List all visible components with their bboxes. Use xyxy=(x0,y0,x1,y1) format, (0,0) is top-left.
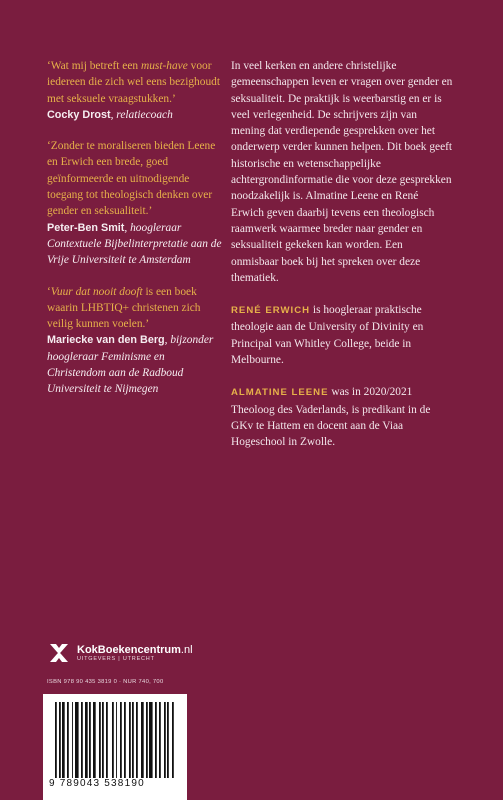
quote-author xyxy=(47,220,225,269)
author-name: Mariecke van den Berg xyxy=(47,334,165,347)
author-bio-erwich xyxy=(231,302,453,368)
quote-text xyxy=(47,58,225,107)
barcode-bar xyxy=(67,702,69,778)
bio-text: was in 2020/2021 Theoloog des Vaderlands, is predikant in de GKv te Hattem en docent aan de Viaa Hogeschool in Zwolle. xyxy=(231,386,431,449)
barcode-bar xyxy=(89,702,91,778)
barcode-bar xyxy=(55,702,57,778)
quote-part: ‘ xyxy=(47,285,51,298)
barcode-bar xyxy=(132,702,134,778)
author-name: Peter-Ben Smit xyxy=(47,221,125,234)
quote-part: voor iedereen die zich wel eens bezighoudt met seksuele vraagstukken.’ xyxy=(47,60,220,105)
publisher-name-main: KokBoekencentrum xyxy=(77,644,181,656)
author-role: , relatiecoach xyxy=(110,108,173,121)
publisher-name xyxy=(77,644,193,656)
author-name-caps: ALMATINE LEENE xyxy=(231,387,329,399)
barcode-bar xyxy=(159,702,161,778)
barcode-bar xyxy=(155,702,157,778)
quote-text xyxy=(47,284,225,333)
quote-author xyxy=(47,332,225,397)
publisher-subtitle: UITGEVERS | UTRECHT xyxy=(77,656,155,662)
barcode-bar xyxy=(72,702,73,778)
barcode-bar xyxy=(136,702,138,778)
barcode-bar xyxy=(116,702,117,778)
publisher-emblem-icon xyxy=(47,641,71,665)
endorsement-1 xyxy=(47,58,225,123)
barcode-bar xyxy=(167,702,169,778)
author-bio-leene xyxy=(231,384,453,450)
barcode-bar xyxy=(141,702,144,778)
publisher-text xyxy=(77,644,193,662)
quote-part: is een boek waarin LHBTIQ+ christenen zich veilig kunnen voelen.’ xyxy=(47,285,201,331)
barcode-bar xyxy=(146,702,148,778)
barcode-bars xyxy=(55,702,175,778)
author-name: Cocky Drost xyxy=(47,108,111,121)
description-column xyxy=(231,58,453,467)
barcode-bar xyxy=(59,702,61,778)
quote-emphasis: must-have xyxy=(140,60,188,72)
book-description: In veel kerken en andere christelijke gemeenschappen leven er vragen over gender en seksualiteit. De praktijk is weerbarstig en er is veel verlegenheid. De schrijvers zijn van mening dat verdiepende gesprekken over het onderwerp verder kunnen helpen. Dit boek geeft historische en wetenschappelijke achtergrondinformatie die voor deze gesprekken noodzakelijk is. Almatine Leene en René Erwich geven daarbij tevens een theologisch raamwerk waarmee breder naar gender en seksualiteit gekeken kan worden. Een onmisbaar boek bij het spreken over deze thematiek. xyxy=(231,60,453,284)
author-name-caps: RENÉ ERWICH xyxy=(231,305,311,317)
barcode-bar xyxy=(102,702,104,778)
barcode-bar xyxy=(81,702,83,778)
barcode-bar xyxy=(75,702,79,778)
barcode-bar xyxy=(124,702,126,778)
barcode-digits: 9 789043 538190 xyxy=(49,778,145,789)
barcode-bar xyxy=(164,702,166,778)
barcode-bar xyxy=(93,702,96,778)
barcode-bar xyxy=(129,702,131,778)
quote-emphasis: Vuur dat nooit dooft xyxy=(50,285,143,298)
quote-author xyxy=(47,107,225,123)
barcode-bar xyxy=(99,702,101,778)
barcode-bar xyxy=(85,702,88,778)
barcode-bar xyxy=(149,702,153,778)
bio-text: is hoogleraar praktische theologie aan de University of Divinity en Principal van Whitley College, beide in Melbourne. xyxy=(231,304,424,367)
endorsement-2 xyxy=(47,138,225,268)
endorsements-column xyxy=(47,58,225,413)
publisher-name-tld: .nl xyxy=(180,644,193,656)
barcode-bar xyxy=(62,702,65,778)
publisher-logo xyxy=(47,641,193,665)
author-role: , bijzonder hoogleraar Feminisme en Christendom aan de Radboud Universiteit te Nijmegen xyxy=(47,334,214,396)
isbn-nur-line: ISBN 978 90 435 3819 0 · NUR 740, 700 xyxy=(47,679,164,685)
quote-part: ‘Zonder te moraliseren bieden Leene en Erwich een brede, goed geïnformeerde en uitnodigende toegang tot theologisch denken over gender en seksualiteit.’ xyxy=(47,140,216,218)
barcode-bar xyxy=(106,702,108,778)
barcode-bar xyxy=(172,702,174,778)
barcode-bar xyxy=(112,702,114,778)
author-role: , hoogleraar Contextuele Bijbelinterpretatie aan de Vrije Universiteit te Amsterdam xyxy=(47,221,222,267)
quote-part: ‘Wat mij betreft een xyxy=(47,60,141,72)
barcode xyxy=(43,694,187,800)
endorsement-3 xyxy=(47,284,225,398)
barcode-bar xyxy=(120,702,122,778)
quote-text xyxy=(47,138,225,219)
